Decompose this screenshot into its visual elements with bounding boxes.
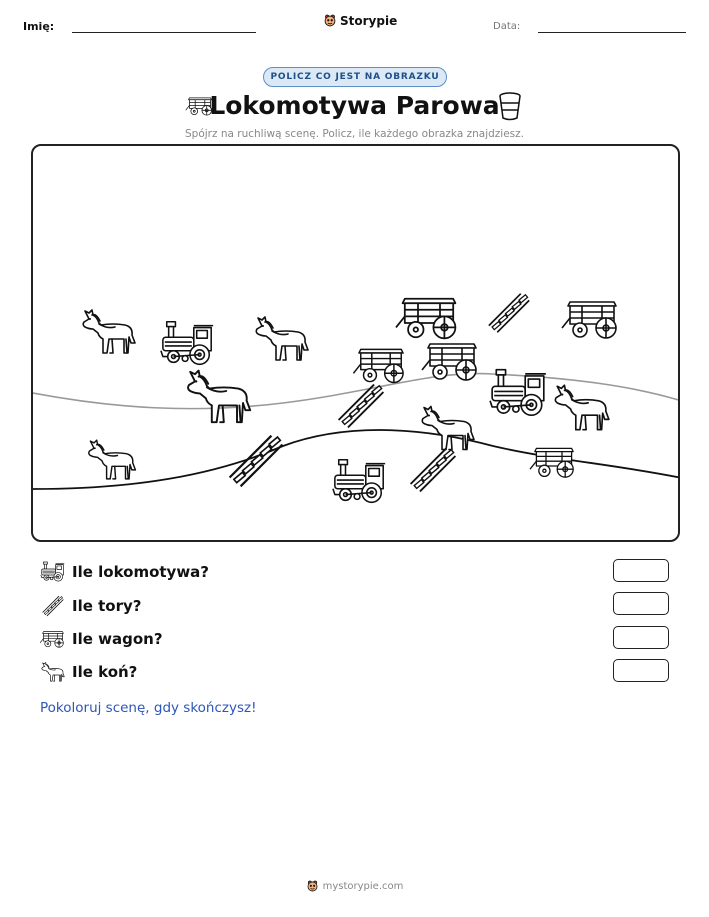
question-row — [40, 561, 209, 583]
storypie-logo-icon — [306, 880, 319, 893]
locomotive-icon — [490, 370, 546, 415]
question-row — [40, 628, 163, 650]
question-label: Ile lokomotywa? — [72, 563, 210, 581]
answer-box-locomotive[interactable] — [613, 559, 669, 582]
wagon-icon — [40, 628, 66, 650]
activity-badge: POLICZ CO JEST NA OBRAZKU — [263, 67, 447, 87]
site-url: mystorypie.com — [322, 881, 404, 892]
question-row — [40, 661, 137, 683]
rail-track-icon — [489, 294, 529, 333]
brand-name: Storypie — [340, 14, 398, 28]
wagon-icon — [396, 299, 455, 339]
bucket-icon — [497, 91, 523, 121]
answer-box-horse[interactable] — [613, 659, 669, 682]
storypie-logo-icon — [323, 14, 337, 28]
rail-track-icon — [230, 436, 283, 487]
question-row — [40, 595, 141, 617]
date-label: Data: — [493, 21, 521, 32]
horse-icon — [83, 310, 135, 353]
coloring-prompt: Pokoloruj scenę, gdy skończysz! — [40, 700, 257, 716]
question-label: Ile wagon? — [72, 630, 163, 648]
answer-box-tracks[interactable] — [613, 592, 669, 615]
wagon-icon — [562, 302, 616, 338]
locomotive-icon — [161, 322, 213, 365]
wagon-icon — [353, 349, 403, 382]
horse-icon — [422, 407, 474, 450]
horse-icon — [40, 661, 66, 683]
name-label: Imię: — [23, 20, 55, 33]
horse-icon — [256, 317, 308, 360]
site-footer — [0, 880, 709, 893]
scene-drawing — [33, 146, 680, 542]
horse-icon — [89, 440, 136, 479]
rail-track-icon — [411, 449, 456, 492]
horse-icon — [188, 371, 250, 423]
wagon-icon — [530, 448, 573, 477]
answer-box-wagon[interactable] — [613, 626, 669, 649]
page-title: Lokomotywa Parowa — [209, 91, 500, 120]
locomotive-icon — [333, 460, 385, 503]
date-line[interactable] — [538, 32, 686, 33]
name-line[interactable] — [72, 32, 256, 33]
question-label: Ile koń? — [72, 663, 138, 681]
question-label: Ile tory? — [72, 597, 142, 615]
instructions: Spójrz na ruchliwą scenę. Policz, ile każdego obrazka znajdziesz. — [185, 128, 524, 140]
rail-track-icon — [40, 595, 66, 617]
brand-logo — [323, 14, 397, 28]
locomotive-icon — [40, 561, 66, 583]
horse-icon — [555, 385, 609, 429]
counting-scene — [31, 144, 680, 542]
